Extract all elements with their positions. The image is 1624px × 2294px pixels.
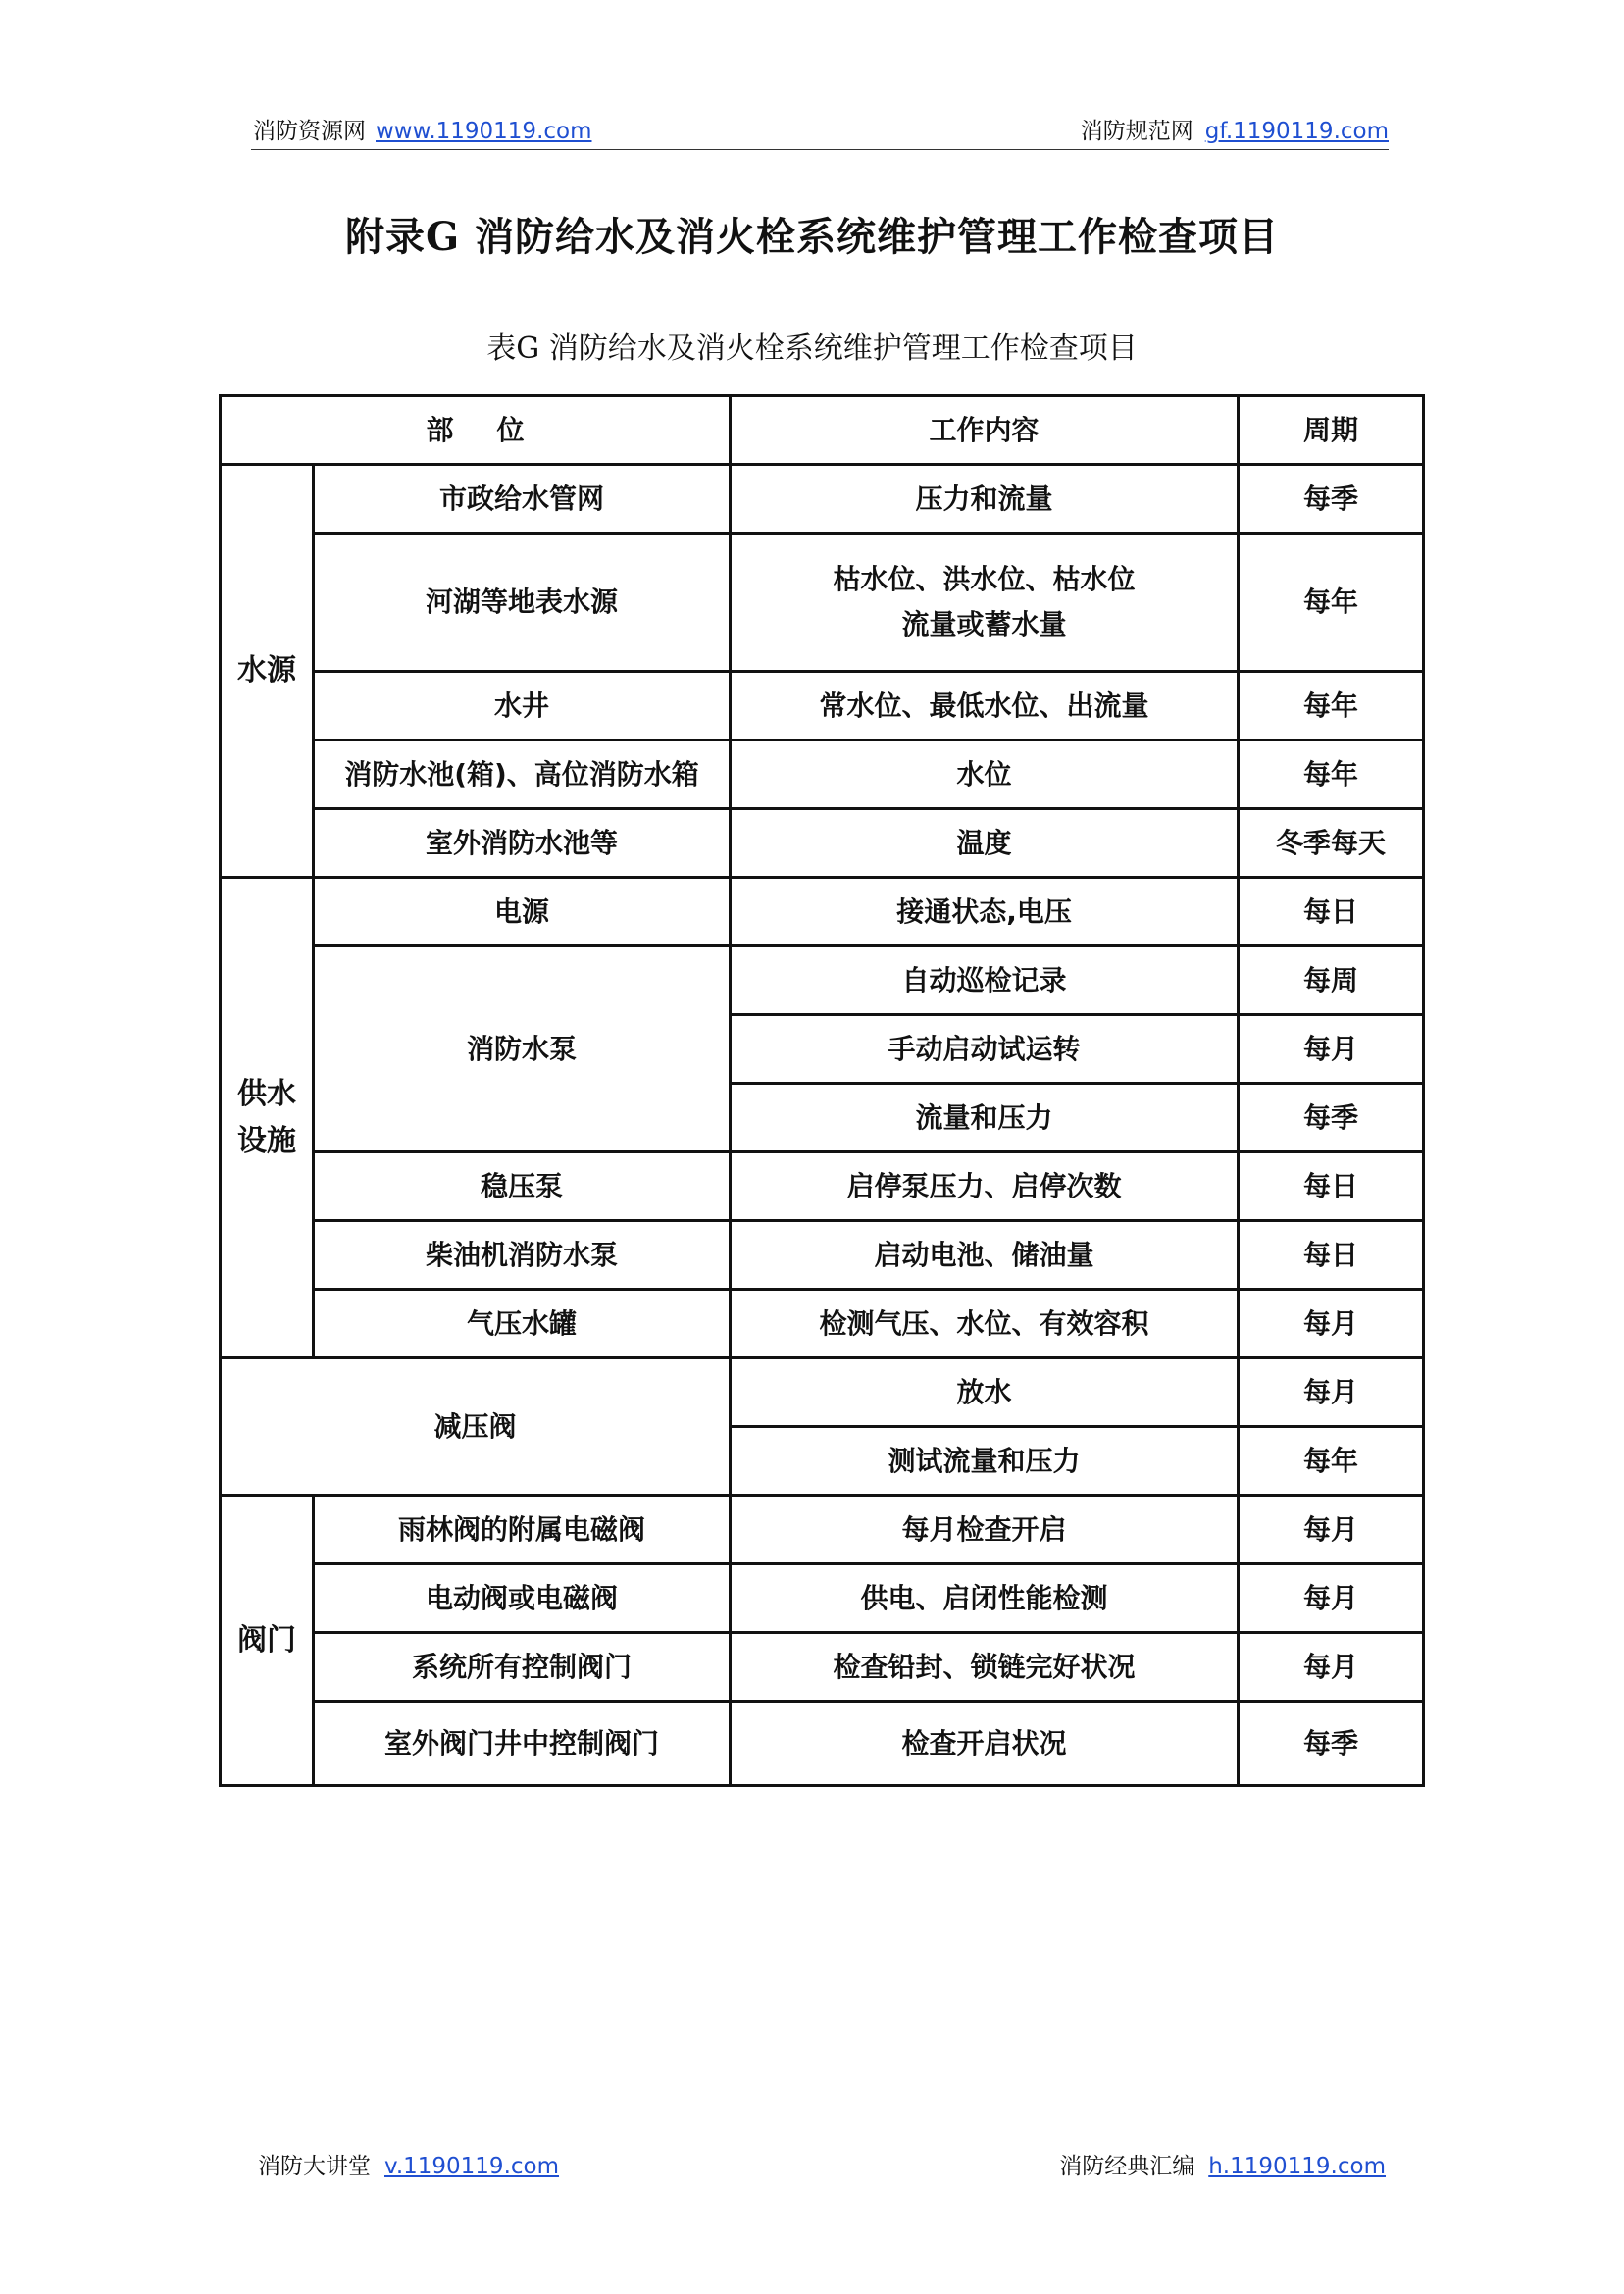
part-cell-pressure-reducing-valve: 减压阀 bbox=[221, 1358, 731, 1496]
header-left bbox=[253, 113, 598, 145]
header-cell-period: 周期 bbox=[1239, 396, 1424, 465]
period-cell: 每月 bbox=[1239, 1496, 1424, 1564]
part-cell: 消防水泵 bbox=[314, 946, 731, 1152]
content-cell: 启动电池、储油量 bbox=[731, 1221, 1239, 1290]
content-cell bbox=[731, 534, 1239, 672]
period-cell: 每月 bbox=[1239, 1290, 1424, 1358]
period-cell: 每年 bbox=[1239, 672, 1424, 740]
header-left-link[interactable]: www.1190119.com bbox=[376, 119, 592, 144]
group-cell-valve: 阀门 bbox=[221, 1496, 314, 1786]
header-right bbox=[1081, 113, 1389, 145]
content-cell: 手动启动试运转 bbox=[731, 1015, 1239, 1084]
content-cell: 温度 bbox=[731, 809, 1239, 878]
part-cell: 室外消防水池等 bbox=[314, 809, 731, 878]
content-cell: 流量和压力 bbox=[731, 1084, 1239, 1152]
period-cell: 每月 bbox=[1239, 1633, 1424, 1702]
part-cell: 电动阀或电磁阀 bbox=[314, 1564, 731, 1633]
table-row bbox=[221, 878, 1424, 946]
content-cell: 测试流量和压力 bbox=[731, 1427, 1239, 1496]
page-header bbox=[251, 118, 1389, 150]
table-caption: 表G 消防给水及消火栓系统维护管理工作检查项目 bbox=[486, 331, 1138, 366]
period-cell: 每季 bbox=[1239, 1084, 1424, 1152]
period-cell: 每月 bbox=[1239, 1358, 1424, 1427]
table-header-row bbox=[221, 396, 1424, 465]
part-cell: 系统所有控制阀门 bbox=[314, 1633, 731, 1702]
content-cell: 供电、启闭性能检测 bbox=[731, 1564, 1239, 1633]
period-cell: 每日 bbox=[1239, 1152, 1424, 1221]
content-line: 枯水位、洪水位、枯水位 bbox=[833, 563, 1136, 596]
part-cell: 气压水罐 bbox=[314, 1290, 731, 1358]
footer-right-link[interactable]: h.1190119.com bbox=[1208, 2154, 1386, 2179]
table-row bbox=[221, 1496, 1424, 1564]
content-cell: 常水位、最低水位、出流量 bbox=[731, 672, 1239, 740]
content-line: 流量或蓄水量 bbox=[901, 608, 1067, 640]
content-cell: 自动巡检记录 bbox=[731, 946, 1239, 1015]
table-row bbox=[221, 1358, 1424, 1427]
group-line: 供水 bbox=[237, 1076, 296, 1111]
footer-left-link[interactable]: v.1190119.com bbox=[384, 2154, 560, 2179]
table-row bbox=[221, 534, 1424, 672]
part-cell: 市政给水管网 bbox=[314, 465, 731, 534]
period-cell: 冬季每天 bbox=[1239, 809, 1424, 878]
part-cell: 稳压泵 bbox=[314, 1152, 731, 1221]
content-cell: 接通状态,电压 bbox=[731, 878, 1239, 946]
inspection-table bbox=[219, 394, 1425, 1787]
part-cell: 室外阀门井中控制阀门 bbox=[314, 1702, 731, 1786]
content-cell: 压力和流量 bbox=[731, 465, 1239, 534]
table-row bbox=[221, 1290, 1424, 1358]
part-cell: 消防水池(箱)、高位消防水箱 bbox=[314, 740, 731, 809]
period-cell: 每季 bbox=[1239, 465, 1424, 534]
content-cell: 启停泵压力、启停次数 bbox=[731, 1152, 1239, 1221]
content-cell: 水位 bbox=[731, 740, 1239, 809]
page-title: 附录G 消防给水及消火栓系统维护管理工作检查项目 bbox=[344, 214, 1280, 260]
group-cell-supply-facilities bbox=[221, 878, 314, 1358]
content-cell: 检查开启状况 bbox=[731, 1702, 1239, 1786]
part-cell: 雨林阀的附属电磁阀 bbox=[314, 1496, 731, 1564]
group-cell-water-source: 水源 bbox=[221, 465, 314, 878]
header-right-label: 消防规范网 bbox=[1080, 119, 1193, 144]
table-row bbox=[221, 946, 1424, 1015]
period-cell: 每年 bbox=[1239, 1427, 1424, 1496]
table-row bbox=[221, 1564, 1424, 1633]
part-cell: 河湖等地表水源 bbox=[314, 534, 731, 672]
table-row bbox=[221, 1702, 1424, 1786]
header-cell-part: 部位 bbox=[221, 396, 731, 465]
period-cell: 每月 bbox=[1239, 1015, 1424, 1084]
period-cell: 每季 bbox=[1239, 1702, 1424, 1786]
table-row bbox=[221, 1221, 1424, 1290]
table-row bbox=[221, 465, 1424, 534]
footer-left bbox=[258, 2148, 559, 2180]
footer-left-label: 消防大讲堂 bbox=[258, 2154, 371, 2179]
period-cell: 每日 bbox=[1239, 878, 1424, 946]
footer-right-label: 消防经典汇编 bbox=[1059, 2154, 1195, 2179]
part-cell: 水井 bbox=[314, 672, 731, 740]
period-cell: 每周 bbox=[1239, 946, 1424, 1015]
period-cell: 每月 bbox=[1239, 1564, 1424, 1633]
header-right-link[interactable]: gf.1190119.com bbox=[1204, 119, 1389, 144]
table-row bbox=[221, 1633, 1424, 1702]
content-cell: 放水 bbox=[731, 1358, 1239, 1427]
group-line: 设施 bbox=[237, 1123, 296, 1158]
period-cell: 每年 bbox=[1239, 740, 1424, 809]
header-cell-content: 工作内容 bbox=[731, 396, 1239, 465]
content-cell: 检测气压、水位、有效容积 bbox=[731, 1290, 1239, 1358]
content-cell: 检查铅封、锁链完好状况 bbox=[731, 1633, 1239, 1702]
period-cell: 每日 bbox=[1239, 1221, 1424, 1290]
table-row bbox=[221, 1152, 1424, 1221]
footer-right bbox=[1059, 2148, 1386, 2180]
header-left-label: 消防资源网 bbox=[253, 119, 366, 144]
content-cell: 每月检查开启 bbox=[731, 1496, 1239, 1564]
table-row bbox=[221, 672, 1424, 740]
table-row bbox=[221, 740, 1424, 809]
period-cell: 每年 bbox=[1239, 534, 1424, 672]
table-row bbox=[221, 809, 1424, 878]
part-cell: 柴油机消防水泵 bbox=[314, 1221, 731, 1290]
part-cell: 电源 bbox=[314, 878, 731, 946]
